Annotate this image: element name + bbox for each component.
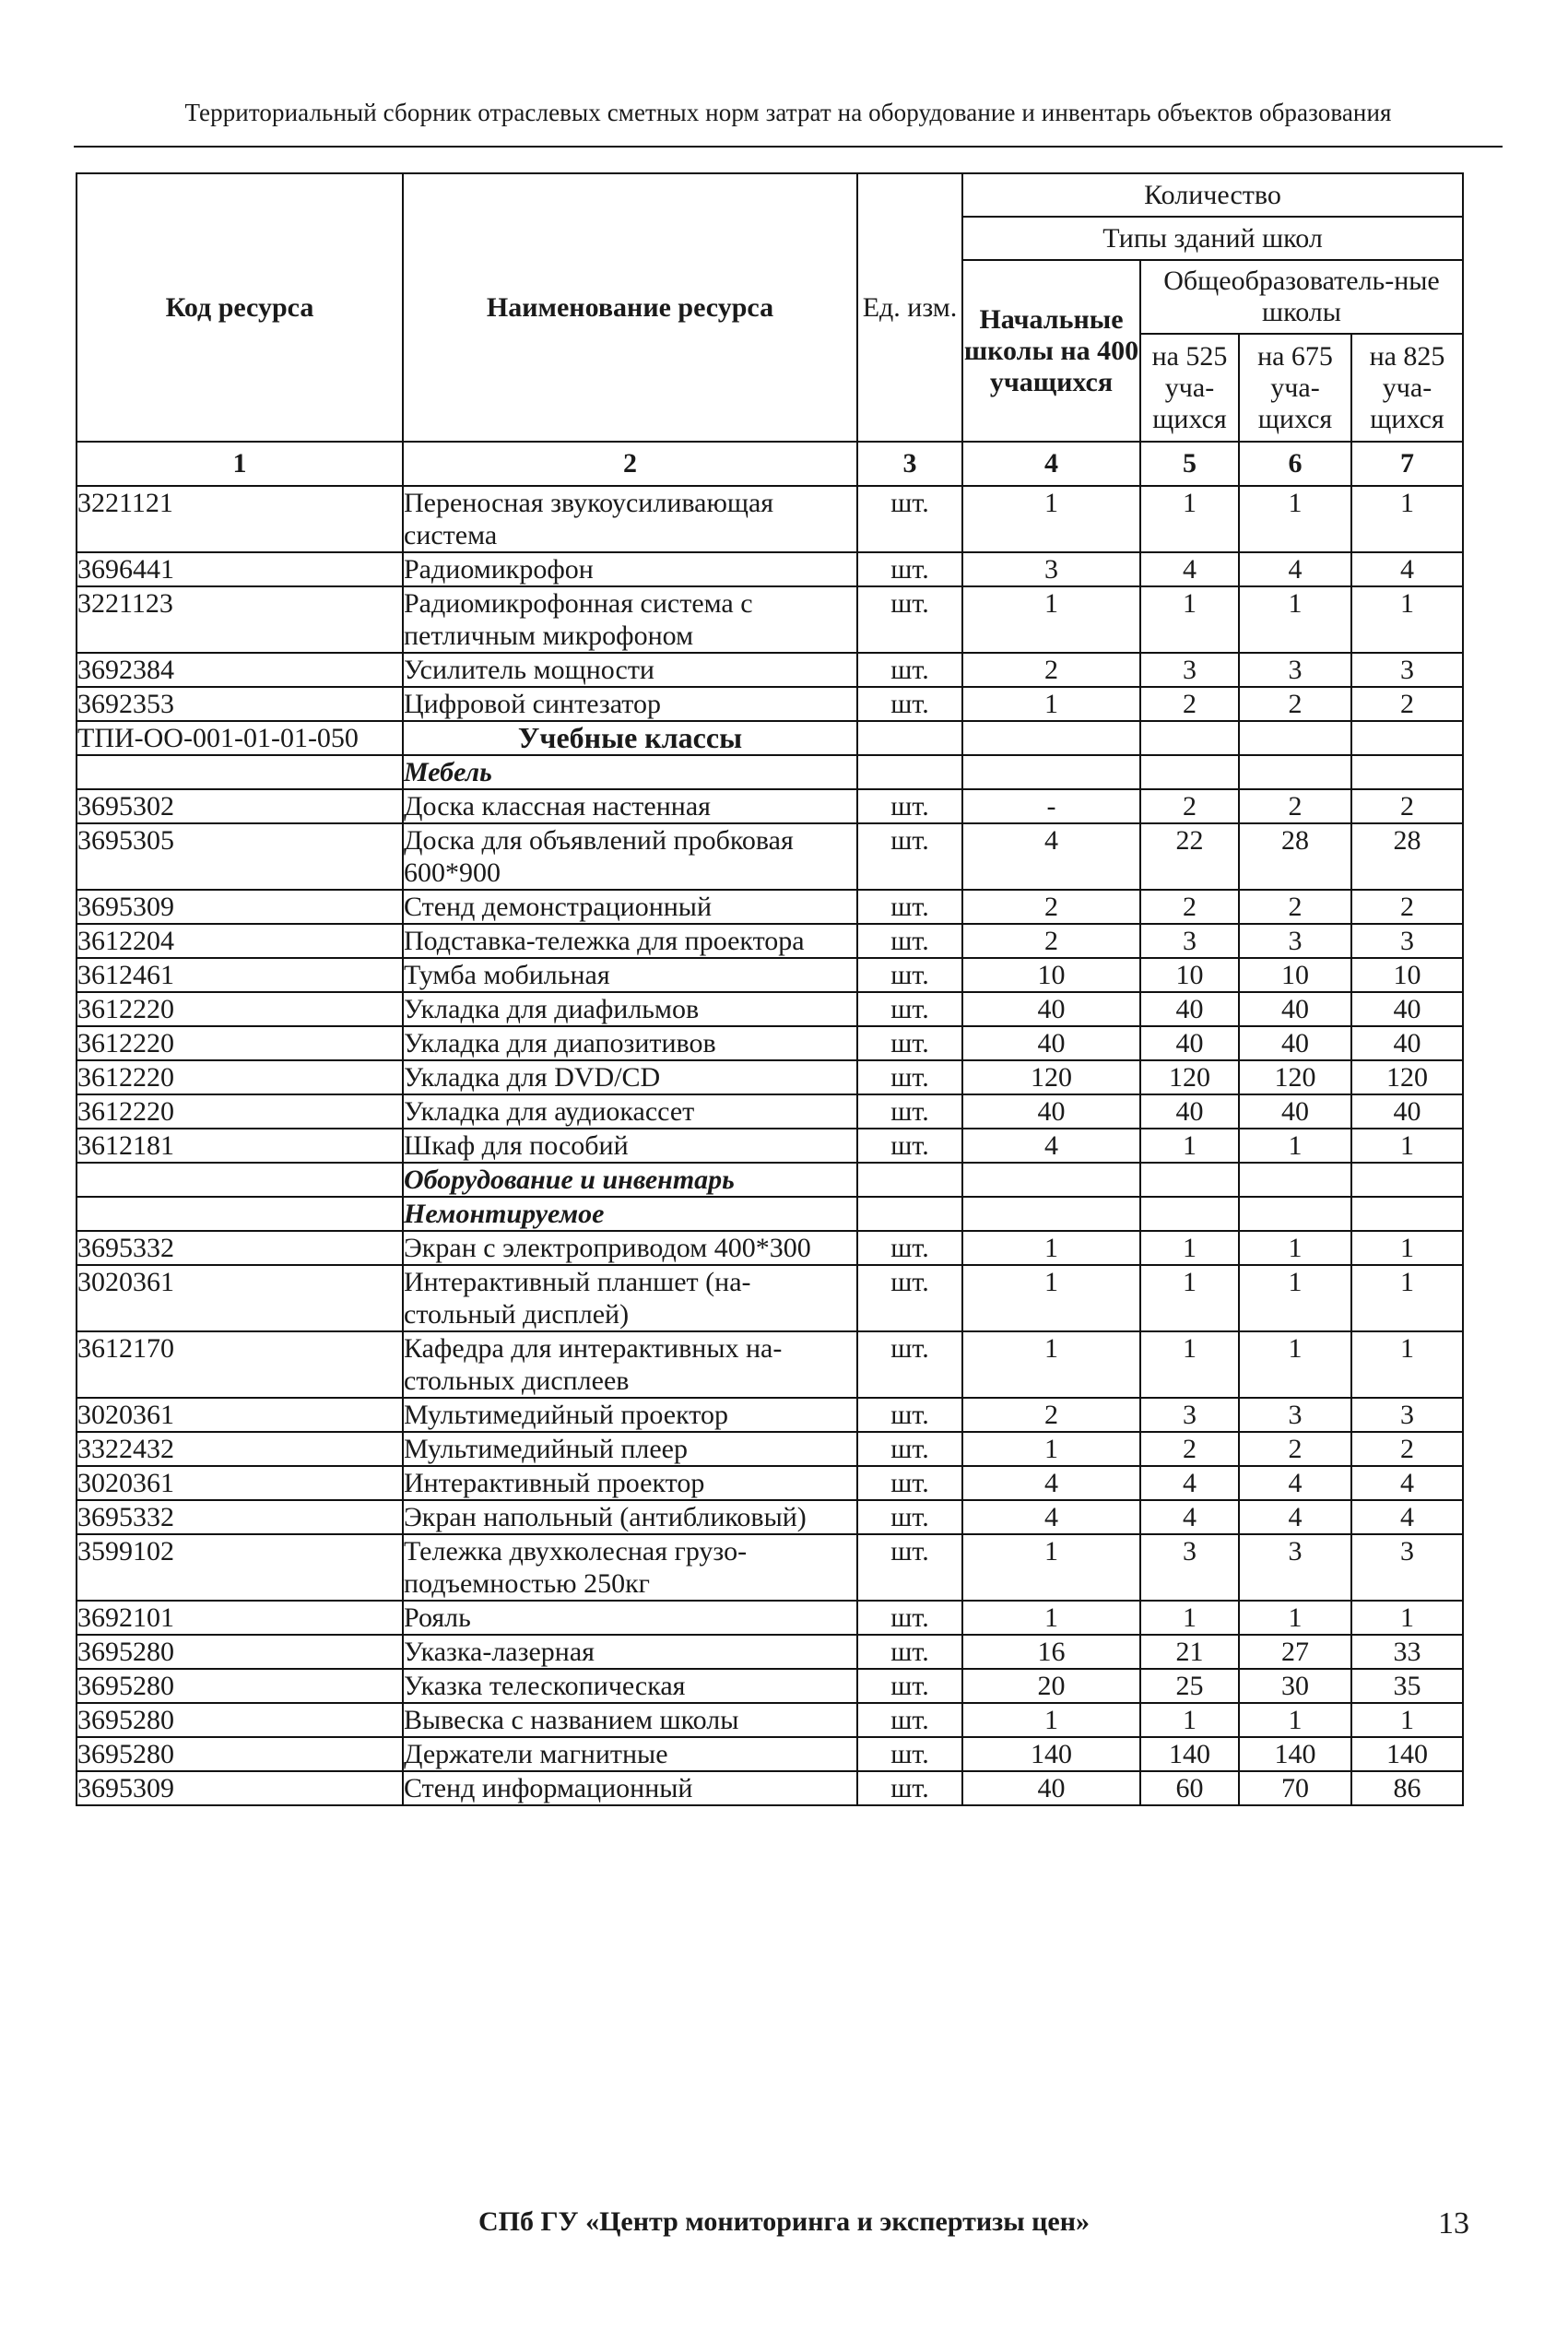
qty-675: 1 [1239, 1601, 1351, 1635]
col-number: 5 [1140, 442, 1239, 486]
qty-675: 3 [1239, 1534, 1351, 1601]
qty-400: 1 [962, 1265, 1140, 1331]
resource-code: 3692101 [77, 1601, 403, 1635]
table-body [77, 486, 1463, 1805]
qty-675: 27 [1239, 1635, 1351, 1669]
col-number: 2 [403, 442, 857, 486]
resource-code: 3695309 [77, 890, 403, 924]
unit-cell: шт. [857, 1398, 962, 1432]
qty-675: 1 [1239, 586, 1351, 653]
qty-525: 2 [1140, 789, 1239, 823]
empty-cell [962, 1197, 1140, 1231]
qty-525: 2 [1140, 890, 1239, 924]
resource-name: Стенд информационный [403, 1771, 857, 1805]
section-row [77, 721, 1463, 755]
resource-name: Шкаф для пособий [403, 1129, 857, 1163]
resource-name: Интерактивный планшет (на-стольный дисплей) [403, 1265, 857, 1331]
qty-825: 4 [1351, 1500, 1463, 1534]
table-row [77, 1026, 1463, 1060]
empty-cell [1351, 1197, 1463, 1231]
table-row [77, 552, 1463, 586]
subsection-row [77, 1197, 1463, 1231]
qty-400: 40 [962, 1771, 1140, 1805]
resource-name: Цифровой синтезатор [403, 687, 857, 721]
qty-825: 1 [1351, 1231, 1463, 1265]
table-row [77, 1060, 1463, 1094]
header-code: Код ресурса [77, 173, 403, 442]
resource-name: Усилитель мощности [403, 653, 857, 687]
table-row [77, 1534, 1463, 1601]
resource-code: 3612220 [77, 1094, 403, 1129]
header-unit: Ед. изм. [857, 173, 962, 442]
empty-cell [1239, 755, 1351, 789]
qty-400: 10 [962, 958, 1140, 992]
qty-525: 2 [1140, 687, 1239, 721]
qty-675: 70 [1239, 1771, 1351, 1805]
qty-400: 1 [962, 1231, 1140, 1265]
table-row [77, 586, 1463, 653]
unit-cell: шт. [857, 1771, 962, 1805]
resource-name: Доска для объявлений пробковая 600*900 [403, 823, 857, 890]
qty-400: 4 [962, 1500, 1140, 1534]
qty-825: 4 [1351, 1466, 1463, 1500]
qty-525: 3 [1140, 1534, 1239, 1601]
column-number-row [77, 442, 1463, 486]
qty-400: 20 [962, 1669, 1140, 1703]
resource-name: Мультимедийный плеер [403, 1432, 857, 1466]
resource-code: 3612220 [77, 1026, 403, 1060]
unit-cell: шт. [857, 1703, 962, 1737]
resource-name: Тумба мобильная [403, 958, 857, 992]
qty-675: 4 [1239, 1466, 1351, 1500]
qty-400: 1 [962, 1432, 1140, 1466]
resource-name: Радиомикрофонная система с петличным микрофоном [403, 586, 857, 653]
qty-400: 4 [962, 1466, 1140, 1500]
qty-400: 2 [962, 890, 1140, 924]
qty-675: 4 [1239, 1500, 1351, 1534]
resource-code: 3695280 [77, 1737, 403, 1771]
qty-525: 120 [1140, 1060, 1239, 1094]
qty-825: 3 [1351, 1398, 1463, 1432]
header-675: на 675 уча-щихся [1239, 334, 1351, 442]
resource-code: 3612220 [77, 992, 403, 1026]
resource-code: 3695332 [77, 1231, 403, 1265]
qty-675: 1 [1239, 486, 1351, 552]
resource-name: Интерактивный проектор [403, 1466, 857, 1500]
empty-cell [962, 721, 1140, 755]
resource-name: Указка-лазерная [403, 1635, 857, 1669]
qty-525: 1 [1140, 1231, 1239, 1265]
qty-400: 120 [962, 1060, 1140, 1094]
resource-name: Подставка-тележка для проектора [403, 924, 857, 958]
page-header-title: Территориальный сборник отраслевых сметных норм затрат на оборудование и инвентарь объектов образования [184, 99, 1392, 126]
header-name: Наименование ресурса [403, 173, 857, 442]
subsection-title: Мебель [403, 755, 857, 789]
qty-675: 3 [1239, 924, 1351, 958]
empty-cell [857, 721, 962, 755]
header-primary-400: Начальные школы на 400 учащихся [962, 260, 1140, 442]
qty-825: 10 [1351, 958, 1463, 992]
qty-525: 60 [1140, 1771, 1239, 1805]
unit-cell: шт. [857, 1669, 962, 1703]
col-number: 3 [857, 442, 962, 486]
qty-825: 1 [1351, 1331, 1463, 1398]
subsection-row [77, 1163, 1463, 1197]
empty-cell [1239, 1197, 1351, 1231]
table-row [77, 1432, 1463, 1466]
resource-code: 3692384 [77, 653, 403, 687]
empty-cell [1140, 755, 1239, 789]
qty-400: 1 [962, 586, 1140, 653]
col-number: 7 [1351, 442, 1463, 486]
qty-525: 1 [1140, 1331, 1239, 1398]
qty-675: 40 [1239, 1026, 1351, 1060]
table-row [77, 1601, 1463, 1635]
resource-code: 3695280 [77, 1669, 403, 1703]
table-row [77, 486, 1463, 552]
qty-400: 2 [962, 653, 1140, 687]
qty-675: 120 [1239, 1060, 1351, 1094]
unit-cell: шт. [857, 552, 962, 586]
col-number: 1 [77, 442, 403, 486]
qty-675: 2 [1239, 1432, 1351, 1466]
empty-cell [1140, 1197, 1239, 1231]
unit-cell: шт. [857, 687, 962, 721]
qty-675: 1 [1239, 1703, 1351, 1737]
empty-cell [1140, 1163, 1239, 1197]
unit-cell: шт. [857, 1231, 962, 1265]
unit-cell: шт. [857, 486, 962, 552]
qty-525: 3 [1140, 1398, 1239, 1432]
empty-cell [857, 1197, 962, 1231]
unit-cell: шт. [857, 1466, 962, 1500]
qty-400: 3 [962, 552, 1140, 586]
qty-400: 40 [962, 992, 1140, 1026]
subsection-title: Оборудование и инвентарь [403, 1163, 857, 1197]
qty-675: 40 [1239, 1094, 1351, 1129]
resource-code: 3221121 [77, 486, 403, 552]
qty-525: 4 [1140, 1466, 1239, 1500]
resource-code: 3612204 [77, 924, 403, 958]
unit-cell: шт. [857, 1432, 962, 1466]
unit-cell: шт. [857, 1534, 962, 1601]
qty-525: 3 [1140, 653, 1239, 687]
empty-cell [1351, 1163, 1463, 1197]
table-row [77, 1703, 1463, 1737]
qty-825: 3 [1351, 653, 1463, 687]
qty-400: 1 [962, 1601, 1140, 1635]
qty-825: 1 [1351, 586, 1463, 653]
qty-675: 1 [1239, 1331, 1351, 1398]
table-row [77, 1129, 1463, 1163]
subsection-row [77, 755, 1463, 789]
table-row [77, 1231, 1463, 1265]
table-row [77, 992, 1463, 1026]
qty-825: 120 [1351, 1060, 1463, 1094]
qty-675: 1 [1239, 1265, 1351, 1331]
unit-cell: шт. [857, 924, 962, 958]
unit-cell: шт. [857, 586, 962, 653]
qty-525: 25 [1140, 1669, 1239, 1703]
qty-525: 1 [1140, 1129, 1239, 1163]
empty-cell [1140, 721, 1239, 755]
unit-cell: шт. [857, 890, 962, 924]
resource-name: Укладка для аудиокассет [403, 1094, 857, 1129]
resource-code: 3695305 [77, 823, 403, 890]
qty-525: 4 [1140, 552, 1239, 586]
qty-825: 2 [1351, 1432, 1463, 1466]
table-row [77, 789, 1463, 823]
table-row [77, 1669, 1463, 1703]
qty-675: 140 [1239, 1737, 1351, 1771]
table-row [77, 1500, 1463, 1534]
qty-525: 1 [1140, 1703, 1239, 1737]
resource-name: Радиомикрофон [403, 552, 857, 586]
qty-825: 1 [1351, 1703, 1463, 1737]
qty-675: 4 [1239, 552, 1351, 586]
resource-code: 3020361 [77, 1466, 403, 1500]
qty-525: 140 [1140, 1737, 1239, 1771]
qty-825: 1 [1351, 1601, 1463, 1635]
qty-525: 3 [1140, 924, 1239, 958]
resource-code: 3322432 [77, 1432, 403, 1466]
resource-code: 3692353 [77, 687, 403, 721]
page-number: 13 [1438, 2206, 1469, 2241]
resource-code: 3695302 [77, 789, 403, 823]
qty-400: 2 [962, 924, 1140, 958]
qty-675: 2 [1239, 789, 1351, 823]
header-divider [74, 146, 1503, 148]
unit-cell: шт. [857, 789, 962, 823]
qty-525: 2 [1140, 1432, 1239, 1466]
unit-cell: шт. [857, 653, 962, 687]
qty-400: 1 [962, 1534, 1140, 1601]
header-825: на 825 уча-щихся [1351, 334, 1463, 442]
qty-525: 40 [1140, 1094, 1239, 1129]
table-row [77, 1331, 1463, 1398]
resource-name: Укладка для DVD/CD [403, 1060, 857, 1094]
qty-825: 3 [1351, 1534, 1463, 1601]
resource-code: 3020361 [77, 1398, 403, 1432]
unit-cell: шт. [857, 1026, 962, 1060]
qty-825: 1 [1351, 486, 1463, 552]
qty-400: - [962, 789, 1140, 823]
qty-825: 1 [1351, 1129, 1463, 1163]
table-row [77, 1466, 1463, 1500]
resource-name: Укладка для диапозитивов [403, 1026, 857, 1060]
unit-cell: шт. [857, 992, 962, 1026]
unit-cell: шт. [857, 1331, 962, 1398]
resource-code: 3612220 [77, 1060, 403, 1094]
empty-cell [857, 755, 962, 789]
unit-cell: шт. [857, 1737, 962, 1771]
resource-name: Экран напольный (антибликовый) [403, 1500, 857, 1534]
resource-code: 3695309 [77, 1771, 403, 1805]
empty-cell [77, 755, 403, 789]
unit-cell: шт. [857, 1500, 962, 1534]
header-quantity: Количество [962, 173, 1463, 217]
qty-525: 40 [1140, 992, 1239, 1026]
qty-825: 33 [1351, 1635, 1463, 1669]
qty-400: 16 [962, 1635, 1140, 1669]
empty-cell [962, 1163, 1140, 1197]
col-number: 4 [962, 442, 1140, 486]
qty-525: 1 [1140, 486, 1239, 552]
qty-825: 4 [1351, 552, 1463, 586]
header-general-schools: Общеобразователь-ные школы [1140, 260, 1463, 334]
qty-825: 3 [1351, 924, 1463, 958]
qty-675: 2 [1239, 890, 1351, 924]
qty-825: 28 [1351, 823, 1463, 890]
qty-675: 28 [1239, 823, 1351, 890]
qty-525: 10 [1140, 958, 1239, 992]
qty-675: 3 [1239, 1398, 1351, 1432]
col-number: 6 [1239, 442, 1351, 486]
unit-cell: шт. [857, 1129, 962, 1163]
qty-400: 1 [962, 1331, 1140, 1398]
empty-cell [962, 755, 1140, 789]
resource-code: 3695280 [77, 1635, 403, 1669]
qty-400: 4 [962, 823, 1140, 890]
qty-525: 22 [1140, 823, 1239, 890]
qty-825: 40 [1351, 992, 1463, 1026]
table-row [77, 1265, 1463, 1331]
resource-code: 3695280 [77, 1703, 403, 1737]
qty-525: 21 [1140, 1635, 1239, 1669]
table-row [77, 958, 1463, 992]
resource-name: Указка телескопическая [403, 1669, 857, 1703]
subsection-title: Немонтируемое [403, 1197, 857, 1231]
table-row [77, 890, 1463, 924]
resource-name: Держатели магнитные [403, 1737, 857, 1771]
table-row [77, 687, 1463, 721]
unit-cell: шт. [857, 823, 962, 890]
empty-cell [857, 1163, 962, 1197]
unit-cell: шт. [857, 1265, 962, 1331]
qty-525: 1 [1140, 586, 1239, 653]
resource-table [76, 172, 1464, 1806]
resource-name: Экран с электроприводом 400*300 [403, 1231, 857, 1265]
qty-825: 40 [1351, 1026, 1463, 1060]
header-school-types: Типы зданий школ [962, 217, 1463, 260]
qty-400: 2 [962, 1398, 1140, 1432]
resource-name: Переносная звукоусиливающая система [403, 486, 857, 552]
unit-cell: шт. [857, 1094, 962, 1129]
footer-organization: СПб ГУ «Центр мониторинга и экспертизы цен» [477, 2206, 1091, 2237]
qty-675: 2 [1239, 687, 1351, 721]
resource-code: 3612461 [77, 958, 403, 992]
resource-name: Стенд демонстрационный [403, 890, 857, 924]
table-row [77, 1635, 1463, 1669]
qty-825: 40 [1351, 1094, 1463, 1129]
qty-400: 1 [962, 486, 1140, 552]
qty-675: 40 [1239, 992, 1351, 1026]
qty-825: 35 [1351, 1669, 1463, 1703]
qty-675: 10 [1239, 958, 1351, 992]
resource-code: 3020361 [77, 1265, 403, 1331]
qty-825: 2 [1351, 890, 1463, 924]
empty-cell [1239, 721, 1351, 755]
qty-400: 140 [962, 1737, 1140, 1771]
header-525: на 525 уча-щихся [1140, 334, 1239, 442]
qty-675: 1 [1239, 1129, 1351, 1163]
resource-name: Рояль [403, 1601, 857, 1635]
section-title: Учебные классы [403, 721, 857, 755]
qty-525: 1 [1140, 1601, 1239, 1635]
resource-code: 3696441 [77, 552, 403, 586]
unit-cell: шт. [857, 958, 962, 992]
qty-675: 3 [1239, 653, 1351, 687]
section-code: ТПИ-ОО-001-01-01-050 [77, 721, 403, 755]
resource-code: 3221123 [77, 586, 403, 653]
qty-525: 40 [1140, 1026, 1239, 1060]
resource-name: Кафедра для интерактивных на-стольных дисплеев [403, 1331, 857, 1398]
unit-cell: шт. [857, 1060, 962, 1094]
resource-code: 3599102 [77, 1534, 403, 1601]
resource-name: Вывеска с названием школы [403, 1703, 857, 1737]
empty-cell [77, 1163, 403, 1197]
table-row [77, 924, 1463, 958]
qty-825: 2 [1351, 789, 1463, 823]
table-row [77, 653, 1463, 687]
qty-675: 1 [1239, 1231, 1351, 1265]
qty-400: 4 [962, 1129, 1140, 1163]
resource-code: 3695332 [77, 1500, 403, 1534]
table-row [77, 1094, 1463, 1129]
empty-cell [1351, 721, 1463, 755]
empty-cell [1351, 755, 1463, 789]
qty-400: 40 [962, 1026, 1140, 1060]
resource-name: Доска классная настенная [403, 789, 857, 823]
resource-name: Укладка для диафильмов [403, 992, 857, 1026]
qty-825: 2 [1351, 687, 1463, 721]
qty-675: 30 [1239, 1669, 1351, 1703]
qty-525: 4 [1140, 1500, 1239, 1534]
unit-cell: шт. [857, 1635, 962, 1669]
resource-name: Мультимедийный проектор [403, 1398, 857, 1432]
table-row [77, 823, 1463, 890]
qty-400: 40 [962, 1094, 1140, 1129]
empty-cell [1239, 1163, 1351, 1197]
unit-cell: шт. [857, 1601, 962, 1635]
qty-400: 1 [962, 687, 1140, 721]
resource-code: 3612181 [77, 1129, 403, 1163]
qty-400: 1 [962, 1703, 1140, 1737]
qty-825: 140 [1351, 1737, 1463, 1771]
resource-name: Тележка двухколесная грузо-подъемностью 250кг [403, 1534, 857, 1601]
table-row [77, 1771, 1463, 1805]
empty-cell [77, 1197, 403, 1231]
qty-525: 1 [1140, 1265, 1239, 1331]
table-row [77, 1737, 1463, 1771]
resource-code: 3612170 [77, 1331, 403, 1398]
qty-825: 86 [1351, 1771, 1463, 1805]
qty-825: 1 [1351, 1265, 1463, 1331]
table-row [77, 1398, 1463, 1432]
